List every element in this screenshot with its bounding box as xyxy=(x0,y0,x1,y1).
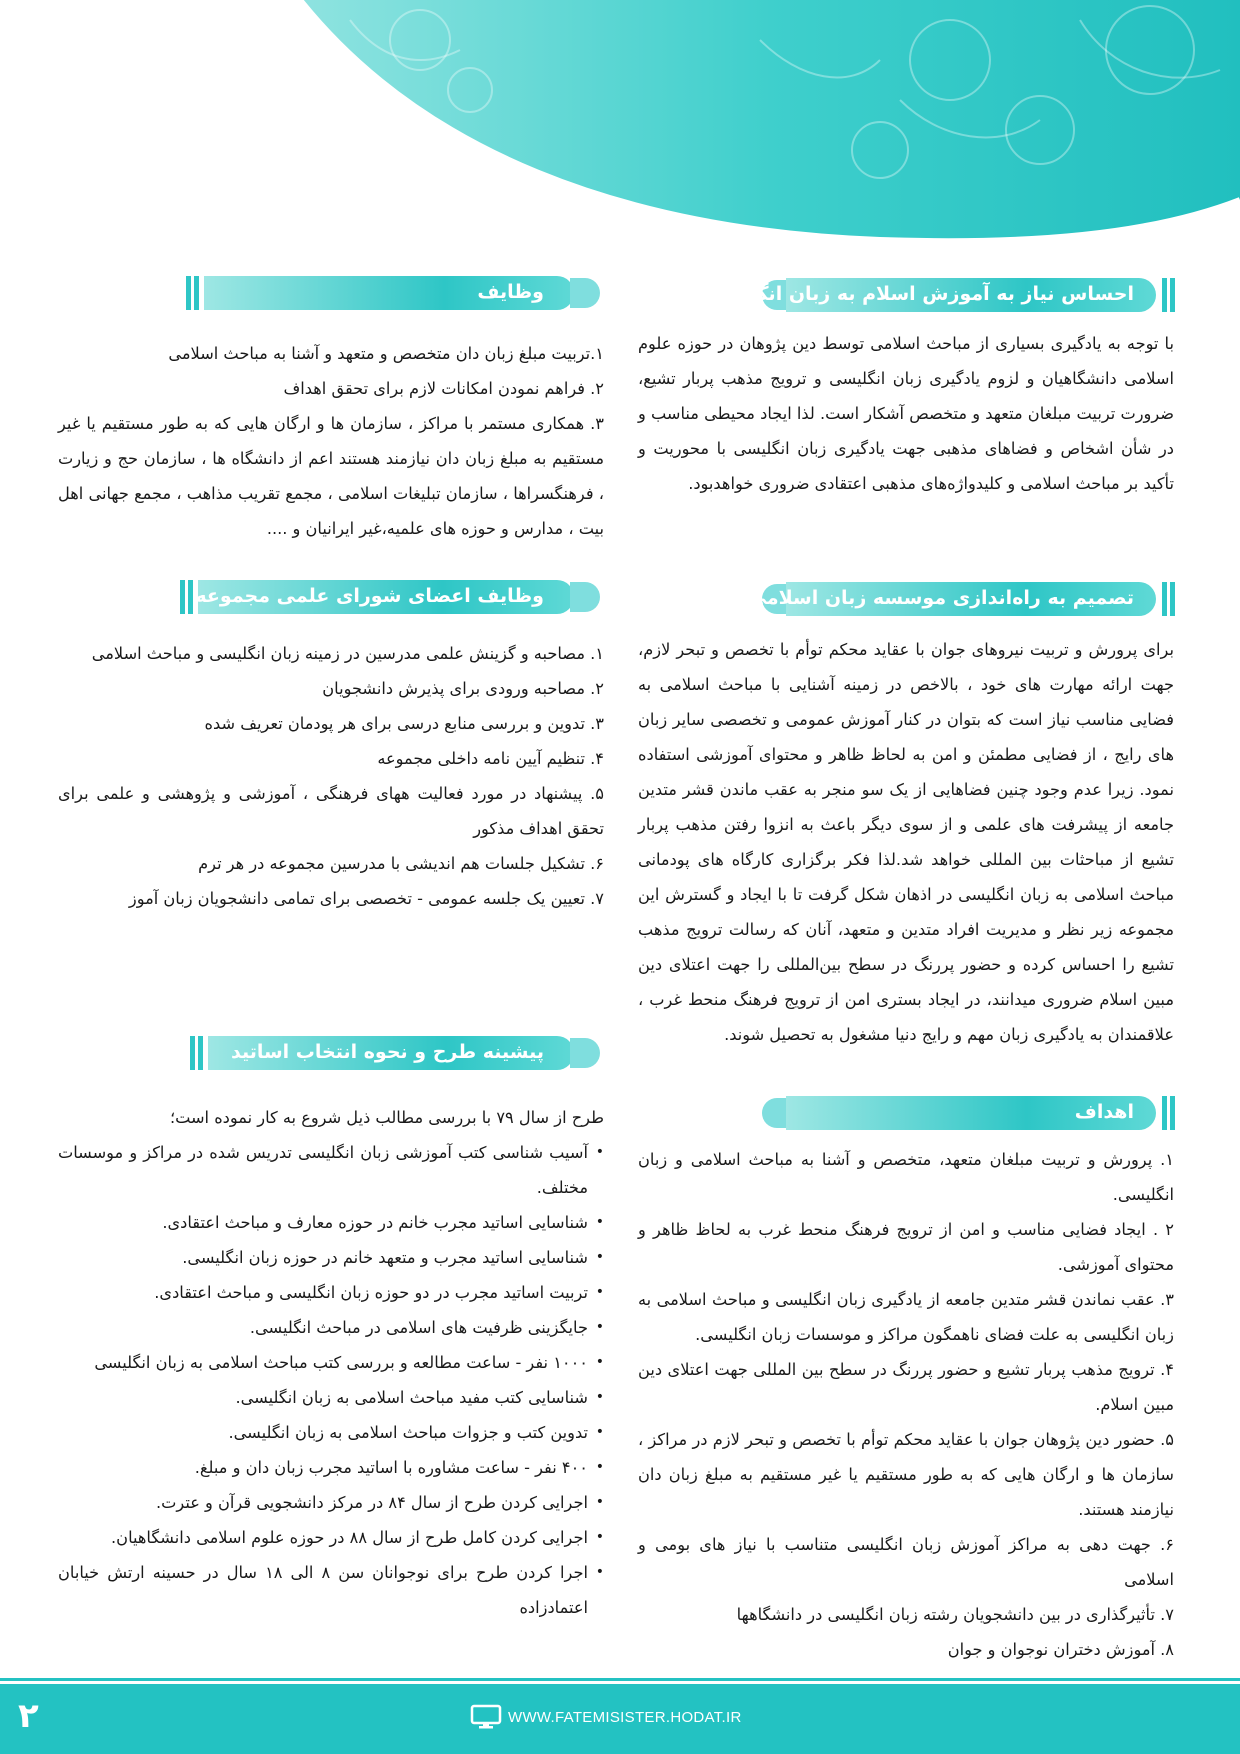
list-item: ۵. پیشنهاد در مورد فعالیت ههای فرهنگی ، آموزشی و پژوهشی و علمی برای تحقق اهداف مذکور xyxy=(58,784,604,838)
council-list xyxy=(58,636,604,916)
list-item: ۶. تشکیل جلسات هم اندیشی با مدرسین مجموعه در هر ترم xyxy=(198,854,604,873)
institute-logo xyxy=(0,0,260,200)
list-item: ۵. حضور دین پژوهان جوان با عقاید محکم توأم با تخصص و تبحر لازم در مراکز ، سازمان ها و ارگان هایی که به طور مستقیم یا غیر مستقیم به مبلغ زبان دان نیازمند هستند. xyxy=(638,1430,1174,1519)
list-item: ۳. همکاری مستمر با مراکز ، سازمان ها و ارگان هایی که به طور مستقیم یا غیر مستقیم به مبلغ زبان دان نیازمند هستند اعم از دانشگاه ها ، سازمان حج و زیارت ، فرهنگسراها ، سازمان تبلیغات اسلامی ، مجمع تقریب مذاهب ، مجمع جهانی اهل بیت ، مدارس و حوزه های علمیه،غیر ایرانیان و .... xyxy=(58,414,604,538)
duties-list xyxy=(58,336,604,546)
list-item: ۲. مصاحبه ورودی برای پذیرش دانشجویان xyxy=(322,679,604,698)
list-item: • تربیت اساتید مجرب در دو حوزه زبان انگلیسی و مباحث اعتقادی. xyxy=(58,1275,604,1310)
section-title: وظایف اعضای شورای علمی مجموعه xyxy=(195,585,544,607)
paragraph: با توجه به یادگیری بسیاری از مباحث اسلامی توسط دین پژوهان در حوزه علوم اسلامی دانشگاهیان و لزوم یادگیری زبان انگلیسی و ترویج مذهب پربار تشیع، ضرورت تربیت مبلغان متعهد و متخصص آشکار است. لذا ایجاد محیطی مناسب و در شأن اشخاص و فضاهای مذهبی جهت یادگیری زبان انگلیسی با محوریت و تأکید بر مباحث اسلامی و کلیدواژه‌های مذهبی اعتقادی ضروری خواهدبود. xyxy=(638,334,1174,493)
section-heading-duties xyxy=(186,276,600,310)
section-title: احساس نیاز به آموزش اسلام به زبان انگلیسی xyxy=(703,283,1134,305)
section-title: اهداف xyxy=(1074,1101,1134,1123)
list-item: ۱.تربیت مبلغ زبان دان متخصص و متعهد و آشنا به مباحث اسلامی xyxy=(168,344,604,363)
section-heading-council xyxy=(180,580,600,614)
section-heading-history xyxy=(190,1036,600,1070)
list-item: • شناسایی اساتید مجرب و متعهد خانم در حوزه زبان انگلیسی. xyxy=(58,1240,604,1275)
list-item: • ۱۰۰۰ نفر - ساعت مطالعه و بررسی کتب مباحث اسلامی به زبان انگلیسی xyxy=(58,1345,604,1380)
footer-divider xyxy=(0,1678,1240,1681)
page-number: ۲ xyxy=(18,1696,39,1736)
list-item: ۱. پرورش و تربیت مبلغان متعهد، متخصص و آشنا به مباحث اسلامی و زبان انگلیسی. xyxy=(638,1150,1174,1204)
history-section xyxy=(58,1100,604,1625)
section-heading-decision xyxy=(699,582,1176,616)
section-title: تصمیم به راه‌اندازی موسسه زبان اسلامی کوثر xyxy=(699,587,1134,609)
list-item: • شناسایی اساتید مجرب خانم در حوزه معارف و مباحث اعتقادی. xyxy=(58,1205,604,1240)
list-item: • جایگزینی ظرفیت های اسلامی در مباحث انگلیسی. xyxy=(58,1310,604,1345)
section-body-decision xyxy=(638,632,1174,1052)
monitor-icon xyxy=(470,1704,502,1730)
list-item: • اجرایی کردن طرح از سال ۸۴ در مرکز دانشجویی قرآن و عترت. xyxy=(58,1485,604,1520)
section-heading-goals xyxy=(762,1096,1176,1130)
list-item: ۳. عقب نماندن قشر متدین جامعه از یادگیری زبان انگلیسی و مباحث اسلامی به زبان انگلیسی به علت فضای ناهمگون مراکز و موسسات زبان انگلیسی. xyxy=(638,1290,1174,1344)
list-item: ۸. آموزش دختران نوجوان و جوان xyxy=(947,1640,1174,1659)
list-item: • تدوین کتب و جزوات مباحث اسلامی به زبان انگلیسی. xyxy=(58,1415,604,1450)
list-item: ۷. تعیین یک جلسه عمومی - تخصصی برای تمامی دانشجویان زبان آموز xyxy=(128,889,604,908)
list-item: • اجرا کردن طرح برای نوجوانان سن ۸ الی ۱۸ سال در حسینه ارتش خیابان اعتمادزاده xyxy=(58,1555,604,1625)
section-title: وظایف xyxy=(477,281,544,303)
paragraph: برای پرورش و تربیت نیروهای جوان با عقاید محکم توأم با تخصص و تبحر لازم، جهت ارائه مهارت های خود ، بالاخص در زمینه آشنایی با مباحث اسلامی به فضایی مناسب نیاز است که بتوان در کنار آموزش عمومی و تخصصی سایر زبان های رایج ، از فضایی مطمئن و امن به لحاظ ظاهر و محتوای آموزشی استفاده نمود. زیرا عدم وجود چنین فضاهایی از یک سو منجر به عقب ماندن قشر متدین جامعه از پیشرفت های علمی و از سوی دیگر باعث به انزوا رفتن مذهب پربار تشیع از مباحثات بین المللی خواهد شد.لذا فکر برگزاری کارگاه های پودمانی مباحث اسلامی به زبان انگلیسی در اذهان شکل گرفت تا با ایجاد و گسترش این مجموعه زیر نظر و مدیریت افراد متدین و متعهد، آنان که رسالت ترویج مذهب تشیع را احساس کرده و حضور پررنگ در سطح بین‌المللی را جهت اعتلای دین مبین اسلام ضروری میدانند، در ایجاد بستری امن از ترویج فرهنگ منحط غرب ، علاقمندان به یادگیری زبان مهم و رایج دنیا مشغول به تحصیل شوند. xyxy=(638,640,1174,1044)
section-body-need xyxy=(638,326,1174,501)
list-item: ۴. تنظیم آیین نامه داخلی مجموعه xyxy=(377,749,604,768)
list-item: • ۴۰۰ نفر - ساعت مشاوره با اساتید مجرب زبان دان و مبلغ. xyxy=(58,1450,604,1485)
list-item: ۲ . ایجاد فضایی مناسب و امن از ترویج فرهنگ منحط غرب به لحاظ ظاهر و محتوای آموزشی. xyxy=(638,1220,1174,1274)
section-heading-need xyxy=(703,278,1176,312)
list-item: ۷. تأثیرگذاری در بین دانشجویان رشته زبان انگلیسی در دانشگاهها xyxy=(736,1605,1174,1624)
website-link[interactable]: WWW.FATEMISISTER.HODAT.IR xyxy=(508,1709,742,1726)
goals-list xyxy=(638,1142,1174,1667)
history-intro: طرح از سال ۷۹ با بررسی مطالب ذیل شروع به کار نموده است؛ xyxy=(169,1108,604,1127)
list-item: • آسیب شناسی کتب آموزشی زبان انگلیسی تدریس شده در مراکز و موسسات مختلف. xyxy=(58,1135,604,1205)
page-footer xyxy=(0,1684,1240,1754)
list-item: • شناسایی کتب مفید مباحث اسلامی به زبان انگلیسی. xyxy=(58,1380,604,1415)
list-item: ۲. فراهم نمودن امکانات لازم برای تحقق اهداف xyxy=(283,379,604,398)
list-item: ۳. تدوین و بررسی منابع درسی برای هر پودمان تعریف شده xyxy=(204,714,604,733)
list-item: ۱. مصاحبه و گزینش علمی مدرسین در زمینه زبان انگلیسی و مباحث اسلامی xyxy=(91,644,604,663)
list-item: ۴. ترویج مذهب پربار تشیع و حضور پررنگ در سطح بین المللی جهت اعتلای دین مبین اسلام. xyxy=(638,1360,1174,1414)
section-title: پیشینه طرح و نحوه انتخاب اساتید xyxy=(230,1041,544,1063)
list-item: • اجرایی کردن کامل طرح از سال ۸۸ در حوزه علوم اسلامی دانشگاهیان. xyxy=(58,1520,604,1555)
page-header xyxy=(0,0,1240,260)
list-item: ۶. جهت دهی به مراکز آموزش زبان انگلیسی متناسب با نیاز های بومی و اسلامی xyxy=(638,1535,1174,1589)
